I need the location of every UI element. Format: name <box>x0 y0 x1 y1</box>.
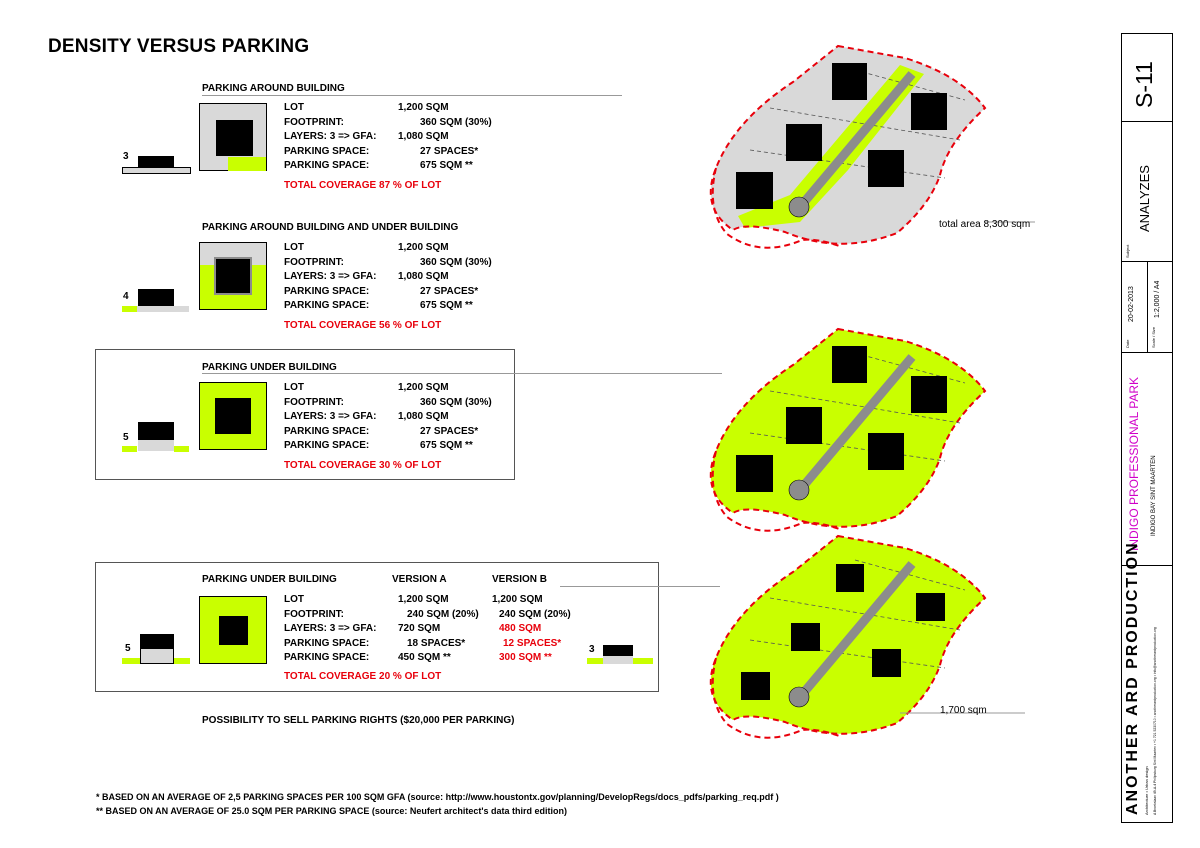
stat-value-b: 300 SQM ** <box>499 652 552 663</box>
stat-value-a: 1,200 SQM <box>398 594 449 605</box>
company-contact: A Broekslaan 49-A-4 Philipsburg Sint Maarten • +1 721 5230710 • anotherardproduction.org • info@anotherardproduction.org <box>1153 627 1157 815</box>
stat-value-a: 240 SQM (20%) <box>407 608 479 620</box>
version-b-heading: VERSION B <box>492 574 548 585</box>
section-3-coverage: TOTAL COVERAGE 30 % OF LOT <box>284 460 442 471</box>
stat-value: 1,080 SQM <box>398 131 449 142</box>
stat-label: LAYERS: 3 => GFA: <box>284 131 377 142</box>
title-block-divider <box>1121 121 1173 122</box>
section-3-heading: PARKING UNDER BUILDING <box>202 362 337 373</box>
stat-value: 1,200 SQM <box>398 102 449 113</box>
stat-value-a: 450 SQM ** <box>398 652 451 663</box>
stat-value-b: 12 SPACES* <box>503 637 562 649</box>
height-label: 3 <box>123 151 129 162</box>
stat-value: 27 SPACES* <box>420 425 479 437</box>
stat-label: LOT <box>284 594 304 605</box>
stat-value-b: 480 SQM <box>499 623 542 634</box>
section-2-coverage: TOTAL COVERAGE 56 % OF LOT <box>284 320 442 331</box>
page-title: DENSITY VERSUS PARKING <box>48 36 310 57</box>
roundabout <box>789 687 809 707</box>
stat-label: LOT <box>284 102 304 113</box>
building <box>836 564 864 592</box>
section-4-coverage: TOTAL COVERAGE 20 % OF LOT <box>284 671 442 682</box>
height-label: 4 <box>123 291 129 302</box>
stat-label: PARKING SPACE: <box>284 300 370 311</box>
stat-value-b: 240 SQM (20%) <box>499 608 571 620</box>
stat-value: 27 SPACES* <box>420 145 479 157</box>
stat-value: 675 SQM ** <box>420 300 473 311</box>
stat-label: LOT <box>284 382 304 393</box>
stat-label: LAYERS: 3 => GFA: <box>284 411 377 422</box>
stat-label: PARKING SPACE: <box>284 145 370 157</box>
stat-value: 1,200 SQM <box>398 382 449 393</box>
stat-value: 1,200 SQM <box>398 242 449 253</box>
stat-label: FOOTPRINT: <box>284 256 344 268</box>
stat-value-b: 1,200 SQM <box>492 594 543 605</box>
stat-label: PARKING SPACE: <box>284 285 370 297</box>
stat-value-a: 720 SQM <box>398 623 441 634</box>
stat-label: LAYERS: 3 => GFA: <box>284 623 377 634</box>
stat-value: 360 SQM (30%) <box>420 116 492 128</box>
stat-label: PARKING SPACE: <box>284 440 370 451</box>
stat-label: FOOTPRINT: <box>284 608 344 620</box>
sheet-number: S-11 <box>1131 61 1157 108</box>
date-caption: Date <box>1125 339 1130 348</box>
stat-value: 360 SQM (30%) <box>420 256 492 268</box>
stat-label: LOT <box>284 242 304 253</box>
stat-value: 27 SPACES* <box>420 285 479 297</box>
scale: 1:2,000 / A4 <box>1154 280 1161 318</box>
stat-value-a: 18 SPACES* <box>407 637 466 649</box>
height-label: 5 <box>125 643 131 654</box>
height-label: 5 <box>123 432 129 443</box>
height-label: 3 <box>589 644 595 655</box>
footnote-1: * BASED ON AN AVERAGE OF 2,5 PARKING SPACES PER 100 SQM GFA (source: http://www.houstontx.gov/planning/DevelopRegs/docs_pdfs/parking_req.pdf ) <box>96 792 779 802</box>
company-tagline: Architecture • Urban design <box>1144 766 1149 815</box>
section-1-heading: PARKING AROUND BUILDING <box>202 83 345 94</box>
stat-value: 1,080 SQM <box>398 271 449 282</box>
section-1-coverage: TOTAL COVERAGE 87 % OF LOT <box>284 180 442 191</box>
title-block-divider-vertical <box>1147 261 1148 353</box>
stat-value: 1,080 SQM <box>398 411 449 422</box>
project-location: INDIGO BAY SINT MAARTEN <box>1151 455 1157 536</box>
footnote-2: ** BASED ON AN AVERAGE OF 25.0 SQM PER PARKING SPACE (source: Neufert architect's data third edition) <box>96 806 568 816</box>
total-area-label: total area 8,300 sqm <box>939 219 1031 230</box>
building <box>872 649 901 677</box>
stat-value: 675 SQM ** <box>420 160 473 171</box>
date: 20-02-2013 <box>1128 286 1135 322</box>
section-2-heading: PARKING AROUND BUILDING AND UNDER BUILDING <box>202 222 459 233</box>
project-name: INDIGO PROFESSIONAL PARK <box>1127 376 1141 551</box>
stat-value: 360 SQM (30%) <box>420 396 492 408</box>
stat-label: PARKING SPACE: <box>284 652 370 663</box>
building <box>791 623 820 651</box>
building <box>741 672 770 700</box>
building <box>916 593 945 621</box>
stat-label: PARKING SPACE: <box>284 637 370 649</box>
site-plan-2 <box>711 329 985 531</box>
stat-label: LAYERS: 3 => GFA: <box>284 271 377 282</box>
scale-caption: Scale / Size <box>1151 326 1156 348</box>
stat-label: FOOTPRINT: <box>284 396 344 408</box>
stat-label: FOOTPRINT: <box>284 116 344 128</box>
subject: ANALYZES <box>1137 165 1152 232</box>
small-area-label: 1,700 sqm <box>940 705 987 716</box>
company-name: ANOTHER ARD PRODUCTION <box>1124 541 1141 815</box>
stat-label: PARKING SPACE: <box>284 160 370 171</box>
parking-rights-note: POSSIBILITY TO SELL PARKING RIGHTS ($20,000 PER PARKING) <box>202 715 515 726</box>
version-a-heading: VERSION A <box>392 574 447 585</box>
subject-caption: Subject <box>1125 244 1130 258</box>
site-plan-1 <box>711 46 985 248</box>
stat-value: 675 SQM ** <box>420 440 473 451</box>
stat-label: PARKING SPACE: <box>284 425 370 437</box>
section-4-heading: PARKING UNDER BUILDING <box>202 574 337 585</box>
